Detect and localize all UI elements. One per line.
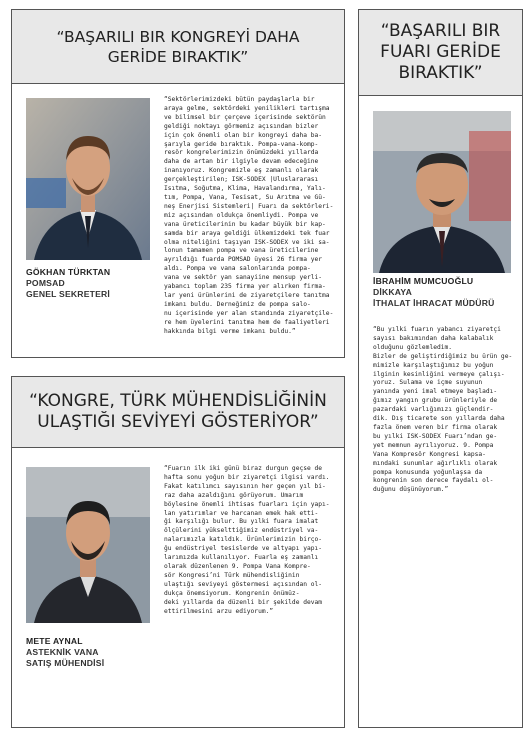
person-name: İBRAHİM MUMCUOĞLU xyxy=(373,276,474,286)
person-organization: DİKKAYA xyxy=(373,287,412,297)
person-organization: ASTEKNİK VANA xyxy=(26,647,99,657)
person-title: GENEL SEKRETERİ xyxy=(26,289,111,299)
heading-text: “KONGRE, TÜRK MÜHENDİSLİĞİNİN ULAŞTIĞI SEVİYEYİ GÖSTERİYOR” xyxy=(29,391,327,432)
person-organization: POMSAD xyxy=(26,278,65,288)
person-name: GÖKHAN TÜRKTAN xyxy=(26,267,111,277)
heading-text: “BAŞARILI BIR KONGREYİ DAHA GERİDE BIRAKTIK” xyxy=(56,27,300,66)
person-caption xyxy=(26,636,156,669)
interview-box-mumcuoglu xyxy=(358,9,523,728)
person-caption xyxy=(373,276,521,309)
portrait-photo xyxy=(373,111,511,273)
person-title: İTHALAT İHRACAT MÜDÜRÜ xyxy=(373,298,495,308)
box-heading xyxy=(359,10,522,96)
interview-quote: “Bu yılki fuarın yabancı ziyaretçi sayısı bakımından daha kalabalık olduğunu gözlemledim. Bizler de geliştirdiğimiz bu ürün ge- mimizle karşılaştığımız bu yoğun ilginin kesinliğini vermeye çalışı- yoruz. Sulama ve içme suyunun yanında yeni imal etmeye başladı- ğımız yangın grubu ürünleriyle de pazardaki varlığımızı güçlendir- dik. Dış ticarete son yıllarda daha fazla önem veren bir firma olarak bu yılki ISK-SODEX Fuarı’ndan ge- yet memnun ayrılıyoruz. 9. Pompa Vana Kompresör Kongresi kapsa- mındaki sunumlar ağırlıklı olarak pompa konusunda yoğunlaşsa da kongrenin son derece faydalı ol- duğunu düşünüyorum.” xyxy=(373,326,513,494)
interview-quote: “Fuarın ilk iki günü biraz durgun geçse de hafta sonu yoğun bir ziyaretçi ilgisi vardı. Fakat katılımcı sayısının her geçen yıl bi- raz daha azaldığını görüyorum. Umarım böylesine önemli ihtisas fuarları için yapı- lan yatırımlar ve harcanan emek hak etti- ği karşılığı bulur. Bu yılki fuara imalat ölçülerini yükselttiğimiz endüstriyel va- nalarımızla katıldık. Ürünlerimizin birço- ğu endüstriyel tesislerde ve altyapı yapı- larımızda kullanılıyor. Fuarla eş zamanlı olarak düzenlenen 9. Pompa Vana Kompre- sör Kongresi’ni Türk mühendisliğinin ulaştığı seviyeyi göstermesi açısından ol- dukça önemsiyorum. Kongrenin önümüz- deki yıllarda da düzenli bir şekilde devam ettirilmesini arzu ediyorum.” xyxy=(164,465,330,615)
heading-text: “BAŞARILI BIR FUARI GERİDE BIRAKTIK” xyxy=(380,21,501,83)
box-heading xyxy=(12,377,344,448)
box-heading xyxy=(12,10,344,84)
interview-box-turktan xyxy=(11,9,345,358)
interview-quote: “Sektörlerimizdeki bütün paydaşlarla bir araya gelme, sektördeki yenilikleri tartışma ve bilimsel bir çerçeve içerisinde sektörün geldiği noktayı görmemiz açısından bizler için çok önemli olan bir kongreyi daha ba- şarıyla geride bıraktık. Pompa-vana-komp- resör kongrelerimizin önümüzdeki yıllarda daha de artan bir ilgiyle devam edeceğine inanıyoruz. Kongremizle eş zamanlı olarak gerçekleştirilen; ISK-SODEX |Uluslararası Isıtma, Soğutma, Klima, Havalandırma, Yalı- tım, Pompa, Vana, Tesisat, Su Arıtma ve Gü- neş Enerjisi Sistemleri| Fuarı da sektörleri- miz açısından oldukça önemliydi. Pompa ve vana üreticilerinin bu kadar büyük bir kap- samda bir araya geldiği ülkemizdeki tek fuar olma niteliğini taşıyan ISK-SODEX ve iki sa- lonun tamamen pompa ve vana üreticilerine ayrıldığı fuarda POMSAD üyesi 26 firma yer aldı. Pompa ve vana salonlarında pompa- vana ve sektör yan sanayiine mensup yerli- yabancı toplam 235 firma yer alırken firma- lar yeni ürünlerini de ziyaretçilere tanıtma imkanı buldu. Derneğimiz de pompa salo- nu içerisinde yer alan standında ziyaretçile- re hem üyelerini tanıtma hem de faaliyetleri hakkında bilgi verme imkanı buldu.” xyxy=(164,96,334,335)
portrait-photo xyxy=(26,98,150,260)
person-caption xyxy=(26,267,156,300)
interview-box-aynal xyxy=(11,376,345,728)
person-title: SATIŞ MÜHENDİSİ xyxy=(26,658,105,668)
person-name: METE AYNAL xyxy=(26,636,83,646)
portrait-photo xyxy=(26,467,150,623)
